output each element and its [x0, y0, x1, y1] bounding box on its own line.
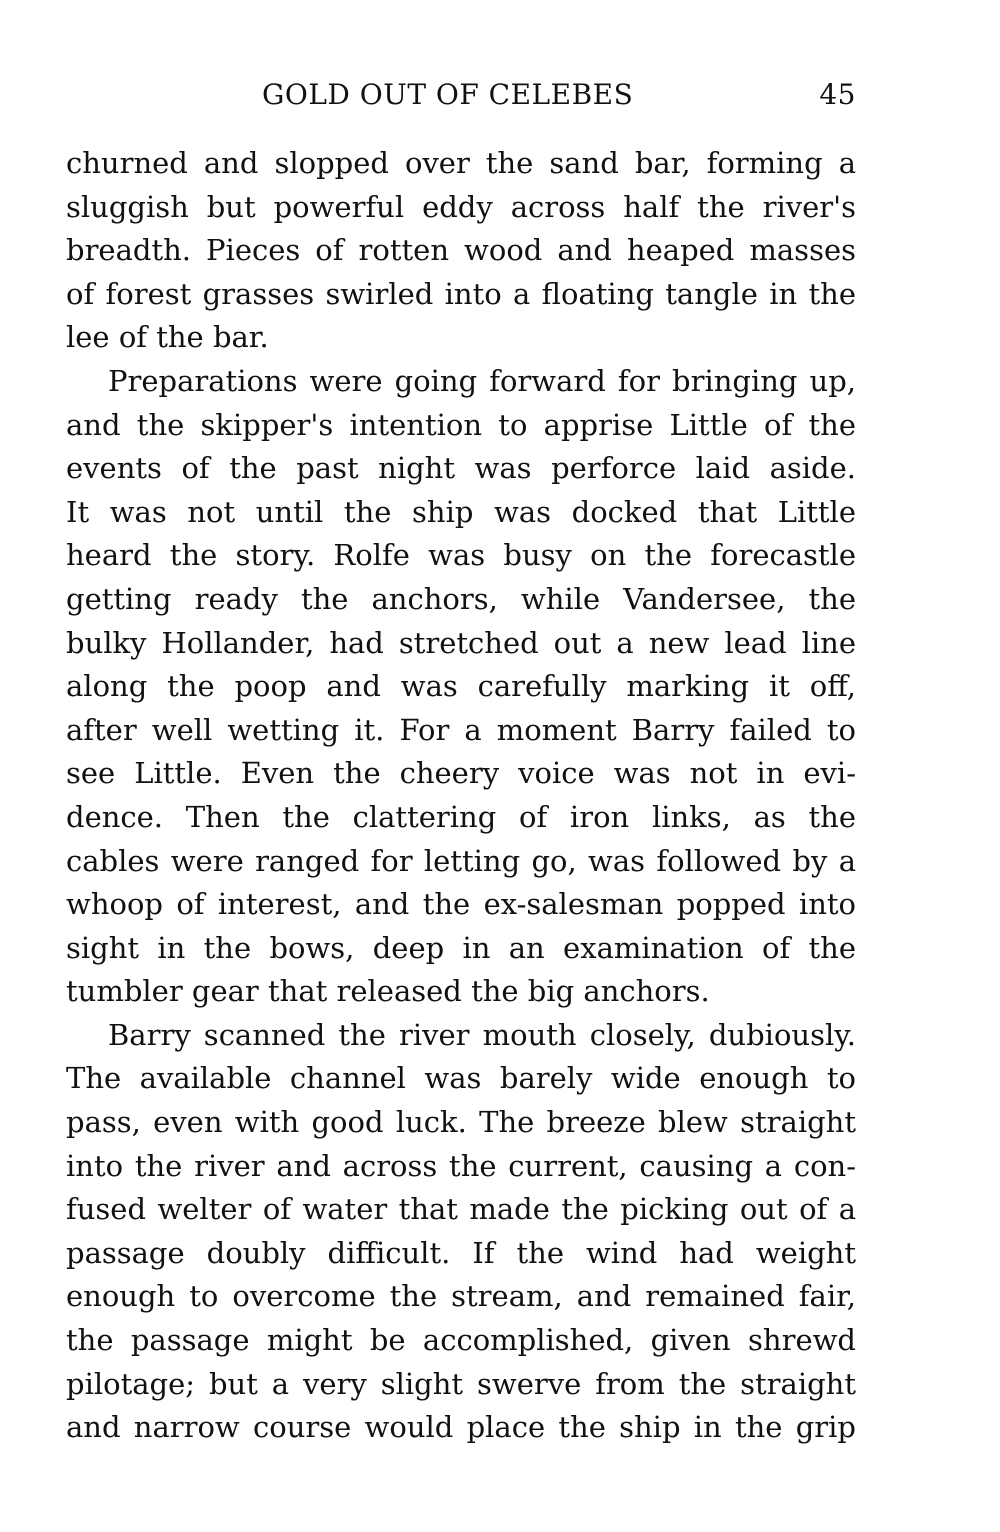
text-line: The available channel was barely wide enough to: [66, 1061, 856, 1096]
text-line: heard the story. Rolfe was busy on the forecastle: [66, 538, 856, 573]
text-line: enough to overcome the stream, and remained fair,: [66, 1279, 856, 1314]
text-line: of forest grasses swirled into a floating tangle in the: [66, 276, 856, 311]
running-head: [66, 78, 856, 112]
text-line: sluggish but powerful eddy across half the river's: [66, 189, 856, 224]
text-line: into the river and across the current, causing a con-: [66, 1148, 856, 1183]
text-line: tumbler gear that released the big anchors.: [66, 974, 710, 1009]
text-line: sight in the bows, deep in an examination of the: [66, 930, 856, 965]
text-line: Preparations were going forward for bringing up,: [108, 363, 856, 398]
text-line: events of the past night was perforce laid aside.: [66, 451, 856, 486]
text-line: bulky Hollander, had stretched out a new lead line: [66, 625, 856, 660]
text-line: lee of the bar.: [66, 320, 269, 355]
text-line: after well wetting it. For a moment Barry failed to: [66, 712, 856, 747]
text-line: see Little. Even the cheery voice was not in evi-: [66, 756, 856, 791]
text-line: dence. Then the clattering of iron links, as the: [66, 799, 856, 834]
text-line: passage doubly difficult. If the wind had weight: [66, 1235, 856, 1270]
text-line: breadth. Pieces of rotten wood and heaped masses: [66, 233, 856, 268]
text-line: pilotage; but a very slight swerve from the straight: [66, 1366, 856, 1401]
text-line: getting ready the anchors, while Vandersee, the: [66, 581, 856, 616]
text-line: It was not until the ship was docked that Little: [66, 494, 856, 529]
text-line: fused welter of water that made the picking out of a: [66, 1192, 856, 1227]
book-page: [66, 78, 856, 1450]
text-line: and the skipper's intention to apprise Little of the: [66, 407, 856, 442]
text-line: along the poop and was carefully marking it off,: [66, 669, 856, 704]
text-line: whoop of interest, and the ex-salesman popped into: [66, 887, 856, 922]
body-text: [66, 142, 856, 1450]
text-line: churned and slopped over the sand bar, forming a: [66, 146, 856, 180]
text-line: pass, even with good luck. The breeze blew straight: [66, 1105, 856, 1140]
text-line: and narrow course would place the ship in the grip: [66, 1410, 856, 1445]
text-line: the passage might be accomplished, given shrewd: [66, 1323, 856, 1358]
text-line: cables were ranged for letting go, was followed by a: [66, 843, 856, 878]
text-line: Barry scanned the river mouth closely, dubiously.: [108, 1017, 856, 1052]
page-number: 45: [819, 78, 856, 111]
running-head-title: GOLD OUT OF CELEBES: [262, 78, 634, 111]
